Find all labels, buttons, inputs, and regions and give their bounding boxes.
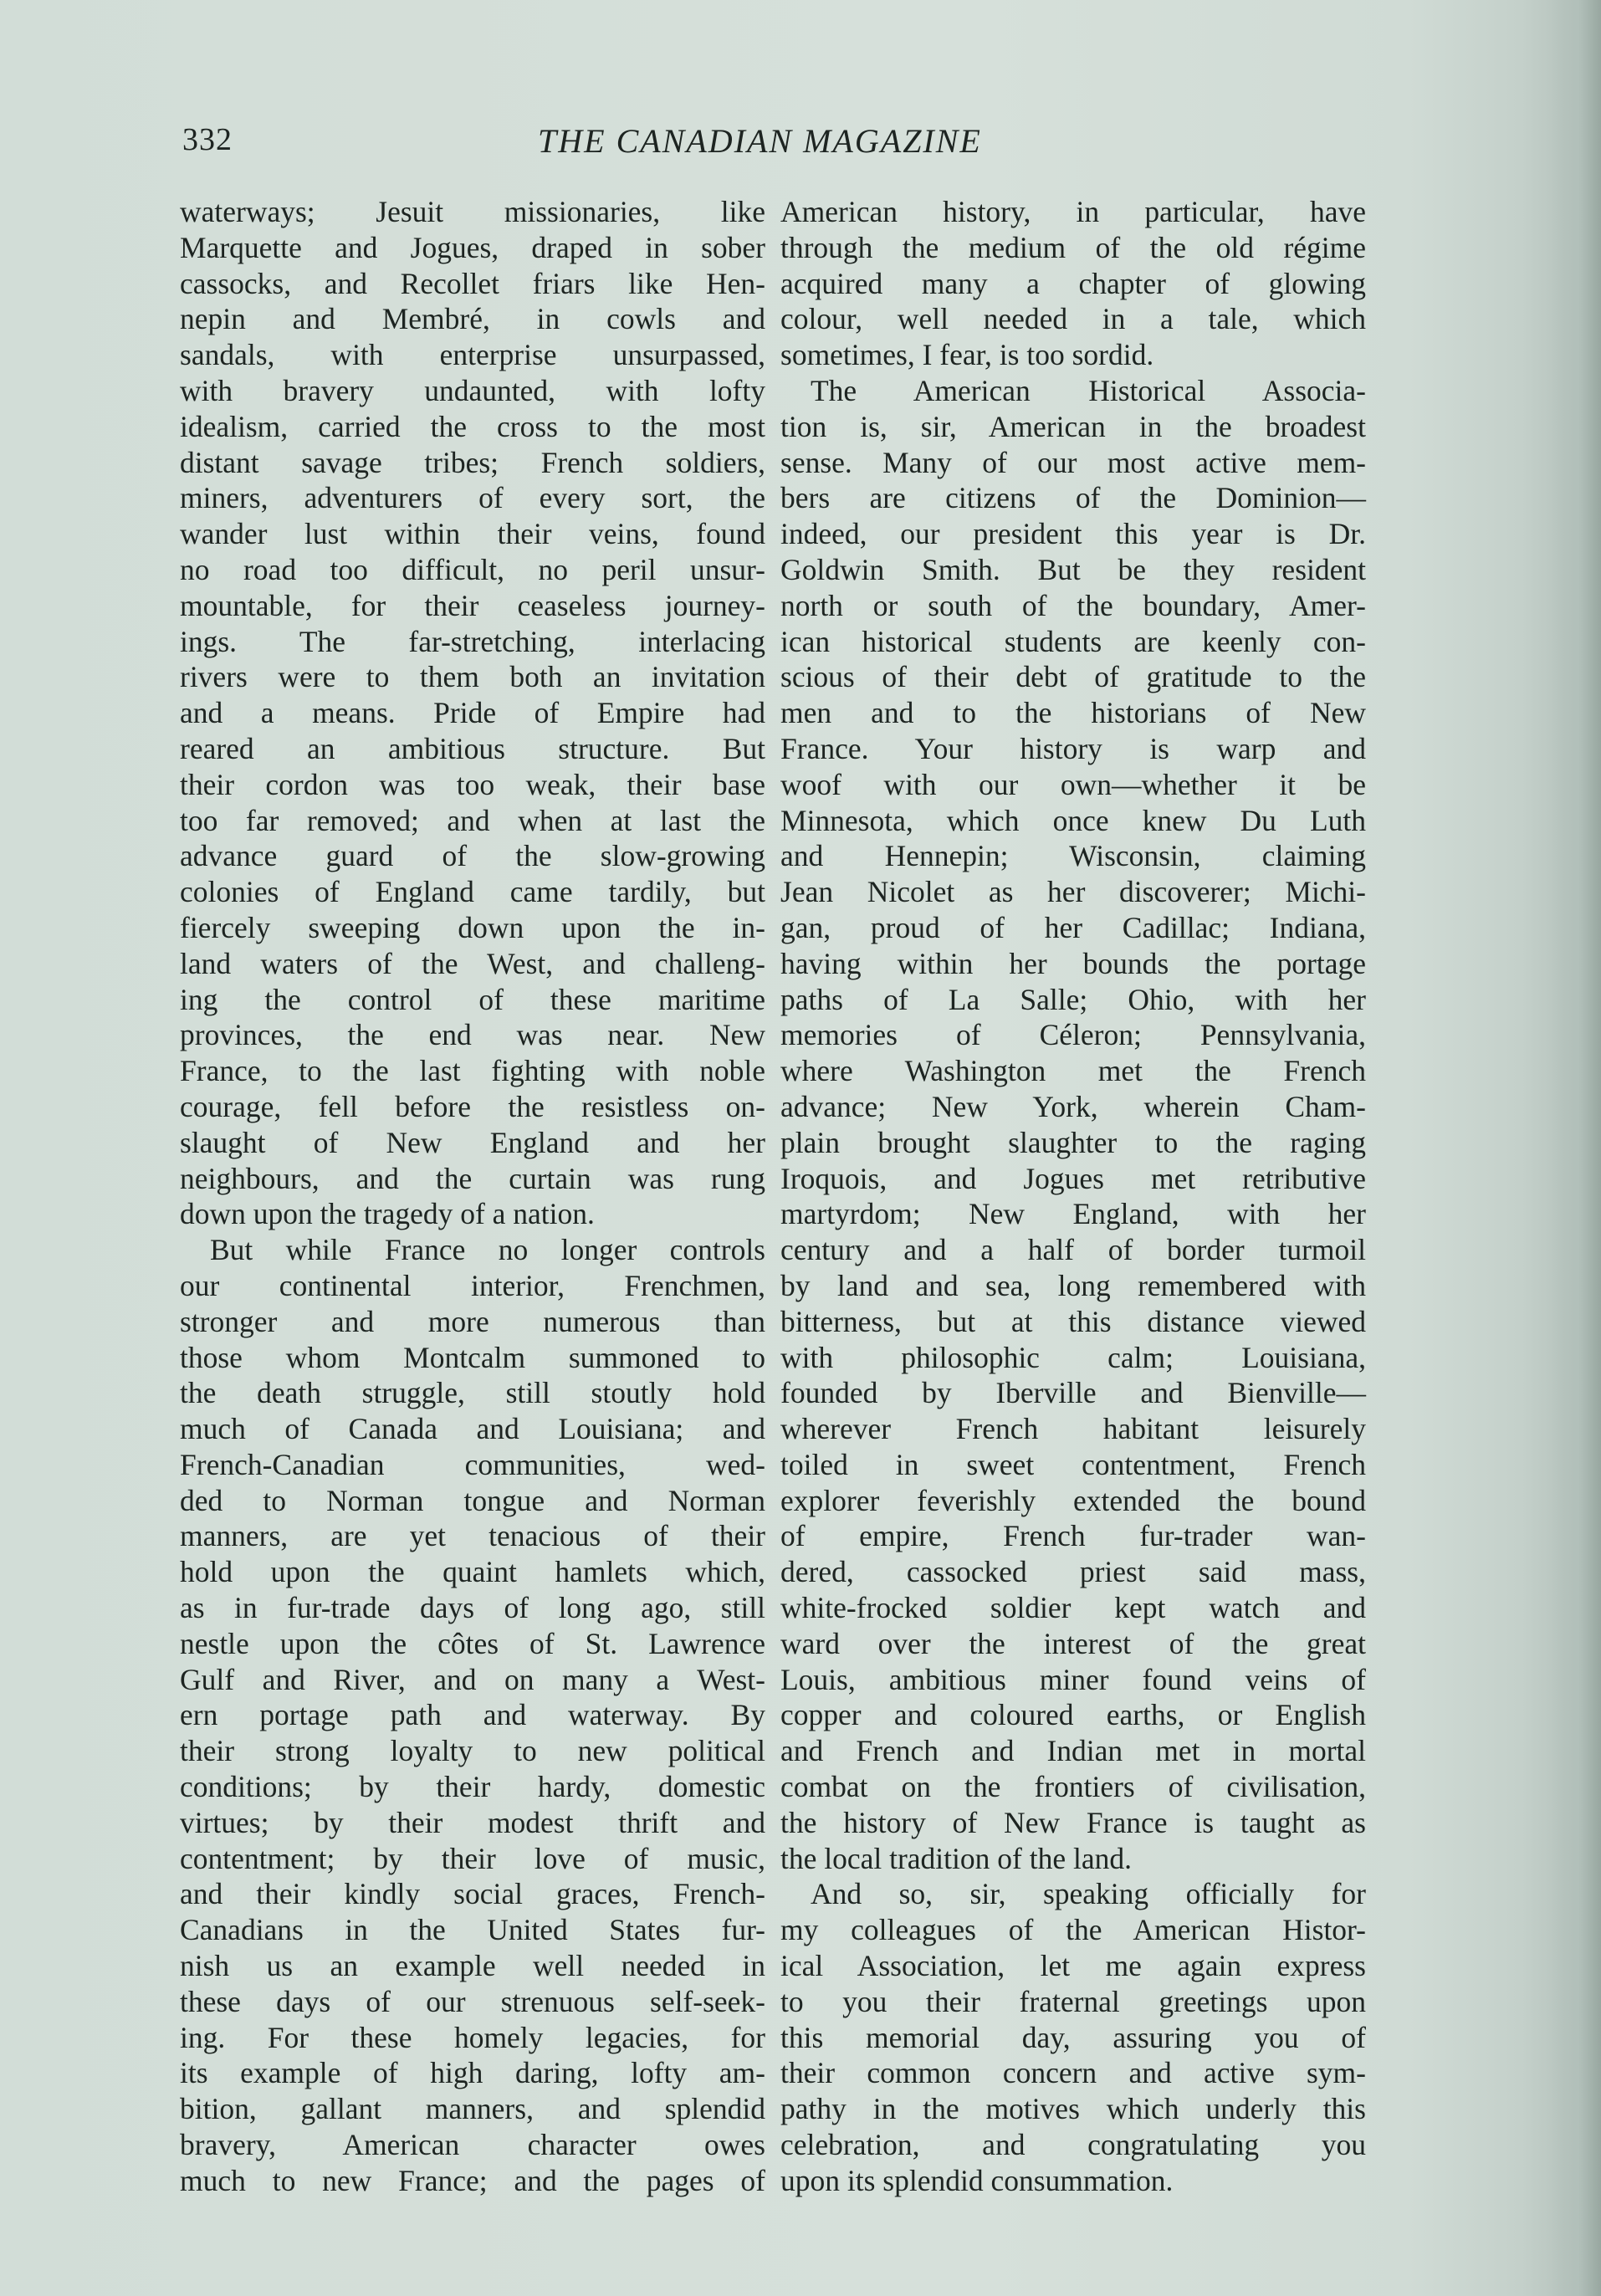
text-line: And so, sir, speaking officially for [811,1877,1366,1911]
text-line: the death struggle, still stoutly hold [180,1376,765,1410]
text-line: fiercely sweeping down upon the in- [180,910,765,944]
text-line: founded by Iberville and Bienville— [780,1376,1366,1410]
text-line: ing. For these homely legacies, for [180,2020,765,2054]
right-text-column [780,194,1366,2199]
text-line: this memorial day, assuring you of [780,2020,1366,2054]
text-line: contentment; by their love of music, [180,1841,765,1875]
text-line: woof with our own—whether it be [780,767,1366,801]
text-line: white-frocked soldier kept watch and [780,1591,1366,1625]
page-number: 332 [182,122,233,157]
text-line: by land and sea, long remembered with [780,1268,1366,1302]
text-line: idealism, carried the cross to the most [180,409,765,443]
text-line: these days of our strenuous self-seek- [180,1984,765,2018]
text-line: with bravery undaunted, with lofty [180,373,765,407]
text-line: France, to the last fighting with noble [180,1054,765,1088]
text-line: colonies of England came tardily, but [180,875,765,909]
text-line: slaught of New England and her [180,1125,765,1159]
text-line: nestle upon the côtes of St. Lawrence [180,1626,765,1660]
page-edge-shadow [1551,0,1601,2296]
text-line: indeed, our president this year is Dr. [780,517,1366,551]
text-line: through the medium of the old régime [780,230,1366,264]
text-line: explorer feverishly extended the bound [780,1483,1366,1517]
text-line: century and a half of border turmoil [780,1233,1366,1267]
text-line: scious of their debt of gratitude to the [780,660,1366,694]
text-line: neighbours, and the curtain was rung [180,1161,765,1195]
text-line: dered, cassocked priest said mass, [780,1555,1366,1589]
text-line: mountable, for their ceaseless journey- [180,588,765,622]
text-line: their common concern and active sym- [780,2056,1366,2090]
text-line: ical Association, let me again express [780,1949,1366,1983]
text-line: American history, in particular, have [780,195,1366,228]
text-line: bravery, American character owes [180,2128,765,2162]
text-line: wander lust within their veins, found [180,517,765,551]
text-line: those whom Montcalm summoned to [180,1340,765,1374]
text-line: tion is, sir, American in the broadest [780,409,1366,443]
text-line: provinces, the end was near. New [180,1018,765,1052]
text-line: sense. Many of our most active mem- [780,445,1366,479]
text-line: courage, fell before the resistless on- [180,1089,765,1123]
text-line: sandals, with enterprise unsurpassed, [180,338,765,372]
text-line: no road too difficult, no peril unsur- [180,552,765,586]
text-line: its example of high daring, lofty am- [180,2056,765,2090]
text-line: France. Your history is warp and [780,731,1366,765]
left-text-column [180,194,765,2199]
text-line: their cordon was too weak, their base [180,767,765,801]
text-line: distant savage tribes; French soldiers, [180,445,765,479]
text-line: ing the control of these maritime [180,982,765,1016]
text-line: The American Historical Associa- [811,373,1366,407]
page-header [182,121,1395,171]
text-line: bers are citizens of the Dominion— [780,481,1366,515]
text-line: colour, well needed in a tale, which [780,302,1366,336]
text-line: memories of Céleron; Pennsylvania, [780,1018,1366,1052]
text-line: cassocks, and Recollet friars like Hen- [180,266,765,300]
text-line: and their kindly social graces, French- [180,1877,765,1911]
text-line: ward over the interest of the great [780,1626,1366,1660]
text-line: French-Canadian communities, wed- [180,1447,765,1481]
text-line: reared an ambitious structure. But [180,731,765,765]
text-line: north or south of the boundary, Amer- [780,588,1366,622]
text-line: Minnesota, which once knew Du Luth [780,803,1366,837]
text-line: Iroquois, and Jogues met retributive [780,1161,1366,1195]
text-line: the history of New France is taught as [780,1805,1366,1839]
text-line: ded to Norman tongue and Norman [180,1483,765,1517]
text-line: nish us an example well needed in [180,1949,765,1983]
text-line: having within her bounds the portage [780,946,1366,980]
text-line: advance; New York, wherein Cham- [780,1089,1366,1123]
text-line: of empire, French fur-trader wan- [780,1519,1366,1553]
text-line: and Hennepin; Wisconsin, claiming [780,839,1366,873]
text-line: hold upon the quaint hamlets which, [180,1555,765,1589]
text-line: with philosophic calm; Louisiana, [780,1340,1366,1374]
text-line: as in fur-trade days of long ago, still [180,1591,765,1625]
text-line: advance guard of the slow-growing [180,839,765,873]
text-line: bition, gallant manners, and splendid [180,2092,765,2126]
text-line: martyrdom; New England, with her [780,1197,1366,1231]
text-line: toiled in sweet contentment, French [780,1447,1366,1481]
text-line: ings. The far-stretching, interlacing [180,624,765,658]
text-line: rivers were to them both an invitation [180,660,765,694]
running-title: THE CANADIAN MAGAZINE [538,122,982,160]
text-line: gan, proud of her Cadillac; Indiana, [780,910,1366,944]
text-line: stronger and more numerous than [180,1304,765,1338]
text-line: conditions; by their hardy, domestic [180,1770,765,1804]
text-line: my colleagues of the American Histor- [780,1913,1366,1947]
text-line: Jean Nicolet as her discoverer; Michi- [780,875,1366,909]
text-line: Goldwin Smith. But be they resident [780,552,1366,586]
text-line: waterways; Jesuit missionaries, like [180,195,765,228]
text-line: and a means. Pride of Empire had [180,696,765,730]
text-line: acquired many a chapter of glowing [780,266,1366,300]
text-line: paths of La Salle; Ohio, with her [780,982,1366,1016]
text-line: down upon the tragedy of a nation. [180,1197,595,1231]
text-line: manners, are yet tenacious of their [180,1519,765,1553]
text-line: land waters of the West, and challeng- [180,946,765,980]
text-line: ern portage path and waterway. By [180,1698,765,1732]
text-line: But while France no longer controls [210,1233,765,1267]
text-line: bitterness, but at this distance viewed [780,1304,1366,1338]
text-line: Louis, ambitious miner found veins of [780,1662,1366,1696]
text-line: Canadians in the United States fur- [180,1913,765,1947]
text-line: miners, adventurers of every sort, the [180,481,765,515]
text-line: pathy in the motives which underly this [780,2092,1366,2126]
text-line: copper and coloured earths, or English [780,1698,1366,1732]
text-line: ican historical students are keenly con- [780,624,1366,658]
text-line: the local tradition of the land. [780,1841,1132,1875]
text-line: celebration, and congratulating you [780,2128,1366,2162]
text-line: their strong loyalty to new political [180,1734,765,1768]
text-line: Gulf and River, and on many a West- [180,1662,765,1696]
text-line: Marquette and Jogues, draped in sober [180,230,765,264]
text-line: men and to the historians of New [780,696,1366,730]
text-line: wherever French habitant leisurely [780,1412,1366,1446]
text-line: upon its splendid consummation. [780,2163,1174,2197]
text-line: to you their fraternal greetings upon [780,1984,1366,2018]
text-line: and French and Indian met in mortal [780,1734,1366,1768]
text-line: where Washington met the French [780,1054,1366,1088]
text-line: nepin and Membré, in cowls and [180,302,765,336]
text-line: virtues; by their modest thrift and [180,1805,765,1839]
text-line: combat on the frontiers of civilisation, [780,1770,1366,1804]
text-line: much to new France; and the pages of [180,2163,765,2197]
text-line: sometimes, I fear, is too sordid. [780,338,1154,372]
text-line: plain brought slaughter to the raging [780,1125,1366,1159]
text-line: much of Canada and Louisiana; and [180,1412,765,1446]
text-line: our continental interior, Frenchmen, [180,1268,765,1302]
text-line: too far removed; and when at last the [180,803,765,837]
